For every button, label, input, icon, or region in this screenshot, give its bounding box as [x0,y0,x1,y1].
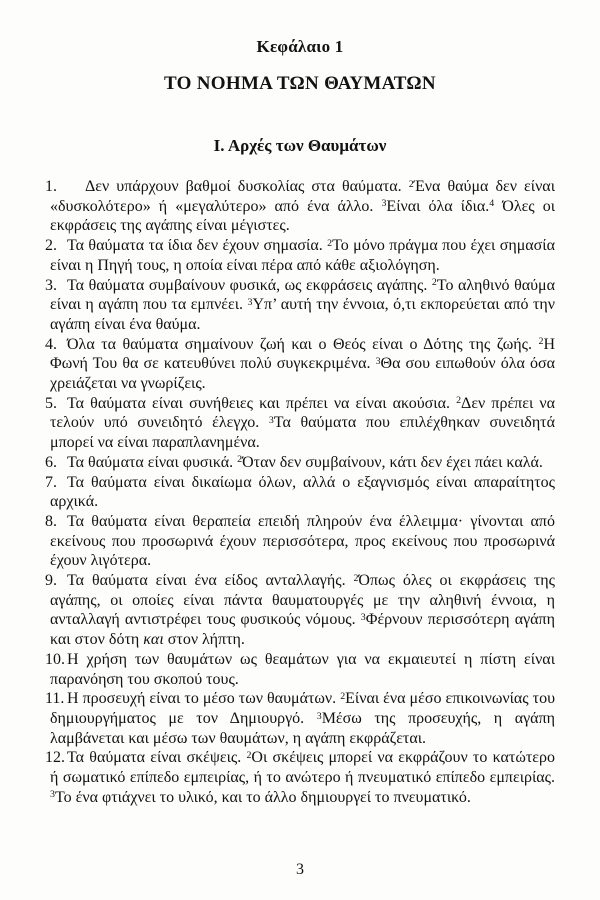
principle-number: 8. [45,512,57,530]
principle-number: 10. [45,650,65,668]
principle-item [45,453,555,473]
principle-item [45,473,555,512]
principle-text: Τα θαύματα τα ίδια δεν έχουν σημασία. $^2$Το μόνο πράγμα που έχει σημασία είναι η Πηγή τους, η οποία είναι πέρα από κάθε αξιολόγηση. [50,237,555,274]
principle-item [45,650,555,689]
principle-number: 9. [45,572,57,590]
principle-text: Τα θαύματα είναι φυσικά. $^2$Όταν δεν συμβαίνουν, κάτι δεν έχει πάει καλά. [67,453,543,471]
principle-number: 6. [45,453,57,471]
principle-text: Τα θαύματα συμβαίνουν φυσικά, ως εκφράσεις αγάπης. $^2$Το αληθινό θαύμα είναι η αγάπη που τα εμπνέει. $^3$Υπ’ αυτή την έννοια, ό,τι εκπορεύεται από την αγάπη είναι ένα θαύμα. [50,276,556,333]
principle-number: 4. [45,335,57,353]
principle-item [45,689,555,748]
principle-number: 3. [45,276,57,294]
principle-number: 5. [45,394,57,412]
principle-number: 12. [45,749,65,767]
principle-item [45,748,555,807]
principle-item [45,512,555,571]
principle-number: 1. [45,178,57,195]
principle-text: Τα θαύματα είναι ένα είδος ανταλλαγής. $^2$Όπως όλες οι εκφράσεις της αγάπης, οι οποίες είναι πάντα θαυματουργές με την αληθινή έννοια, η ανταλλαγή αντιστρέφει τους φυσικούς νόμους. $^3$Φέρνουν περισσότερη αγάπη και στον δότη και στον λήπτη. [50,572,555,649]
principle-item [45,394,555,453]
principles-list [45,177,555,808]
page-number: 3 [296,861,304,878]
principle-item [45,276,555,335]
section-heading: Ι. Αρχές των Θαυμάτων [213,136,387,155]
chapter-heading: Κεφάλαιο 1 [256,37,344,56]
principle-text: Τα θαύματα είναι θεραπεία επειδή πληρούν ένα έλλειμμα· γίνονται από εκείνους που προσωρινά έχουν περισσότερα, προς εκείνους που προσωρινά έχουν λιγότερα. [50,512,555,570]
principle-number: 2. [45,237,57,255]
principle-text: Η προσευχή είναι το μέσο των θαυμάτων. $^2$Είναι ένα μέσο επικοινωνίας του δημιουργήματος με τον Δημιουργό. $^3$Μέσω της προσευχής, η αγάπη λαμβάνεται και μέσω των θαυμάτων, η αγάπη εκφράζεται. [50,690,556,747]
principle-text: Η χρήση των θαυμάτων ως θεαμάτων για να εκμαιευτεί η πίστη είναι παρανόηση του σκοπού τους. [50,650,555,688]
principle-number: 7. [45,473,57,491]
principle-item [45,177,555,236]
principle-text: Δεν υπάρχουν βαθμοί δυσκολίας στα θαύματα. $^2$Ένα θαύμα δεν είναι «δυσκολότερο» ή «μεγαλύτερο» από ένα άλλο. $^3$Είναι όλα ίδια.$^4$ Όλες οι εκφράσεις της αγάπης είναι μέγιστες. [50,178,556,235]
principle-text: Τα θαύματα είναι σκέψεις. $^2$Οι σκέψεις μπορεί να εκφράζουν το κατώτερο ή σωματικό επίπεδο εμπειρίας, ή το ανώτερο ή πνευματικό επίπεδο εμπειρίας. $^3$Το ένα φτιάχνει το υλικό, και το άλλο δημιουργεί το πνευματικό. [50,749,555,806]
principle-text: Όλα τα θαύματα σημαίνουν ζωή και ο Θεός είναι ο Δότης της ζωής. $^2$Η Φωνή Του θα σε κατευθύνει πολύ συγκεκριμένα. $^3$Θα σου ειπωθούν όλα όσα χρειάζεται να γνωρίζεις. [50,335,555,393]
principle-text: Τα θαύματα είναι συνήθειες και πρέπει να είναι ακούσια. $^2$Δεν πρέπει να τελούν υπό συνειδητό έλεγχο. $^3$Τα θαύματα που επιλέχθηκαν συνειδητά μπορεί να είναι παραπλανημένα. [50,394,556,452]
principle-item [45,236,555,275]
principle-number: 11. [45,690,65,708]
principle-text: Τα θαύματα είναι δικαίωμα όλων, αλλά ο εξαγνισμός είναι απαραίτητος αρχικά. [50,473,555,511]
chapter-title: ΤΟ ΝΟΗΜΑ ΤΩΝ ΘΑΥΜΑΤΩΝ [164,73,436,94]
principle-item [45,335,555,394]
principle-item [45,571,555,650]
